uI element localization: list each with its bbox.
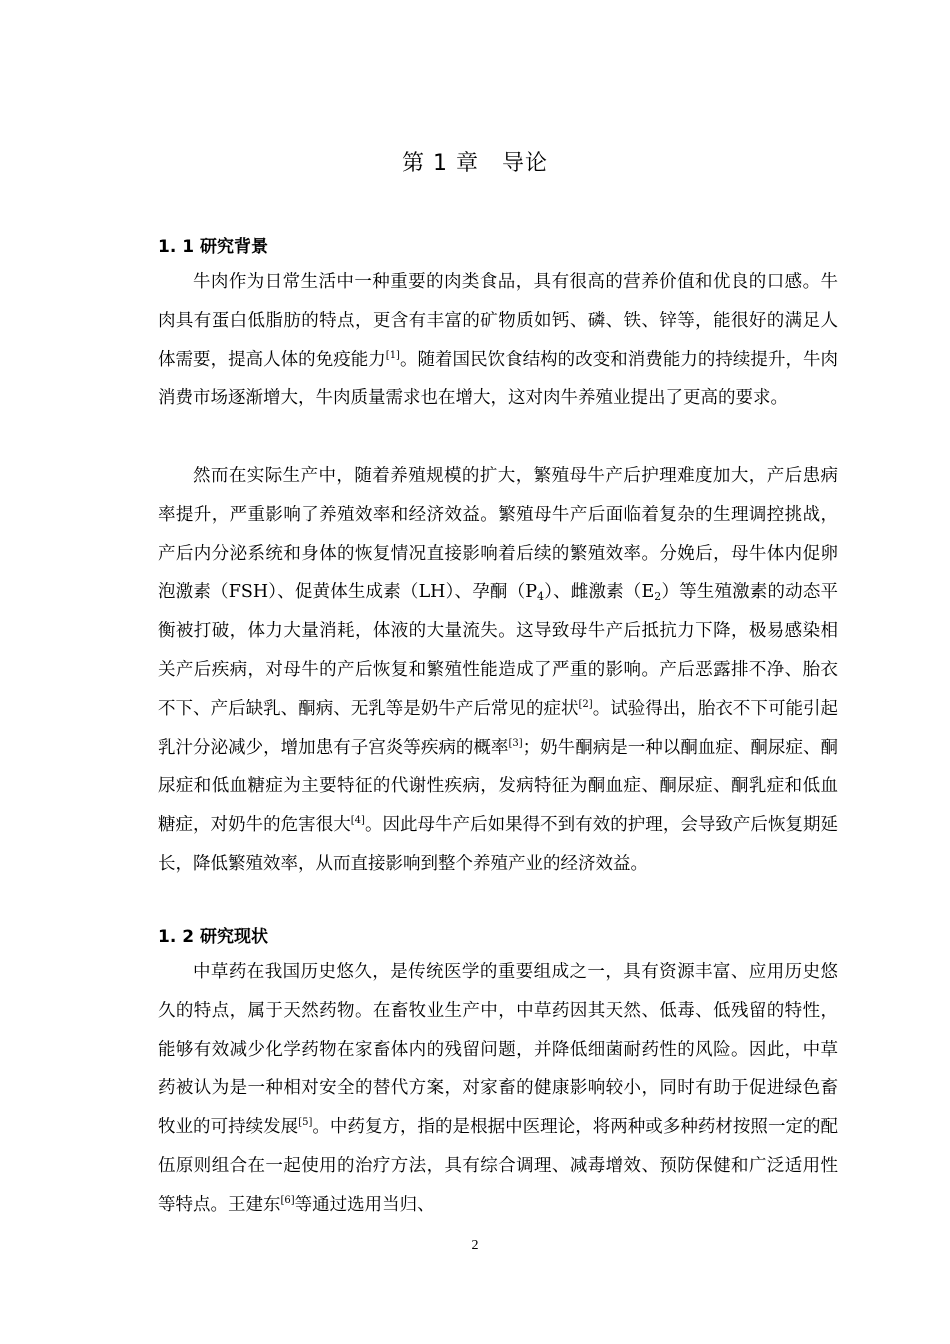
text-run: 等通过选用当归、 (294, 1194, 435, 1215)
text-run: ；奶牛酮病是一种以酮血症、酮尿症、酮尿症和低血糖症为主要特征的代谢性疾病，发病特征为酮血症、酮尿症、酮乳症和低血糖症，对奶牛的危害很大 (158, 737, 839, 836)
subscript: 4 (537, 590, 545, 604)
chapter-title: 第 1 章 导论 (402, 151, 548, 176)
paragraph-background-2 (158, 457, 838, 884)
citation-ref: [3] (508, 737, 523, 749)
page-number: 2 (471, 1238, 479, 1253)
text-run: 牛肉作为日常生活中一种重要的肉类食品，具有很高的营养价值和优良的口感。牛肉具有蛋白低脂肪的特点，更含有丰富的矿物质如钙、磷、铁、锌等，能很好的满足人体需要，提高人体的免疫能力 (158, 272, 838, 370)
section-heading-background: 1. 1 研究背景 (158, 237, 268, 257)
section-heading-status: 1. 2 研究现状 (158, 927, 268, 947)
text-run: 。中药复方，指的是根据中医理论，将两种或多种药材按照一定的配伍原则组合在一起使用的治疗方法，具有综合调理、减毒增效、预防保健和广泛适用性等特点。王建东 (158, 1117, 839, 1215)
citation-ref: [4] (350, 815, 365, 827)
text-run: 然而在实际生产中，随着养殖规模的扩大，繁殖母牛产后护理难度加大，产后患病率提升，严重影响了养殖效率和经济效益。繁殖母牛产后面临着复杂的生理调控挑战，产后内分泌系统和身体的恢复情况直接影响着后续的繁殖效率。分娩后，母牛体内促卵泡激素（FSH）、促黄体生成素（LH）、孕酮（P (158, 466, 838, 603)
citation-ref: [1] (385, 349, 400, 361)
subscript: 2 (654, 590, 662, 604)
paragraph-background-1 (158, 263, 838, 418)
text-run: 中草药在我国历史悠久，是传统医学的重要组成之一，具有资源丰富、应用历史悠久的特点，属于天然药物。在畜牧业生产中，中草药因其天然、低毒、低残留的特性，能够有效减少化学药物在家畜体内的残留问题，并降低细菌耐药性的风险。因此，中草药被认为是一种相对安全的替代方案，对家畜的健康影响较小，同时有助于促进绿色畜牧业的可持续发展 (158, 962, 838, 1138)
text-run: ）、雌激素（E (544, 582, 655, 603)
paragraph-status-1 (158, 953, 838, 1225)
text-run: 。试验得出，胎衣不下可能引起乳汁分泌减少，增加患有子宫炎等疾病的概率 (158, 698, 839, 758)
text-run: ）等生殖激素的动态平衡被打破，体力大量消耗，体液的大量流失。这导致母牛产后抵抗力下降，极易感染相关产后疾病，对母牛的产后恢复和繁殖性能造成了严重的影响。产后恶露排不净、胎衣不下、产后缺乳、酮病、无乳等是奶牛产后常见的症状 (158, 582, 838, 719)
text-run: 。因此母牛产后如果得不到有效的护理，会导致产后恢复期延长，降低繁殖效率，从而直接影响到整个养殖产业的经济效益。 (158, 815, 839, 874)
citation-ref: [6] (280, 1194, 295, 1206)
text-run: 。随着国民饮食结构的改变和消费能力的持续提升，牛肉消费市场逐渐增大，牛肉质量需求也在增大，这对肉牛养殖业提出了更高的要求。 (158, 349, 839, 409)
citation-ref: [5] (298, 1117, 313, 1129)
citation-ref: [2] (578, 698, 593, 710)
